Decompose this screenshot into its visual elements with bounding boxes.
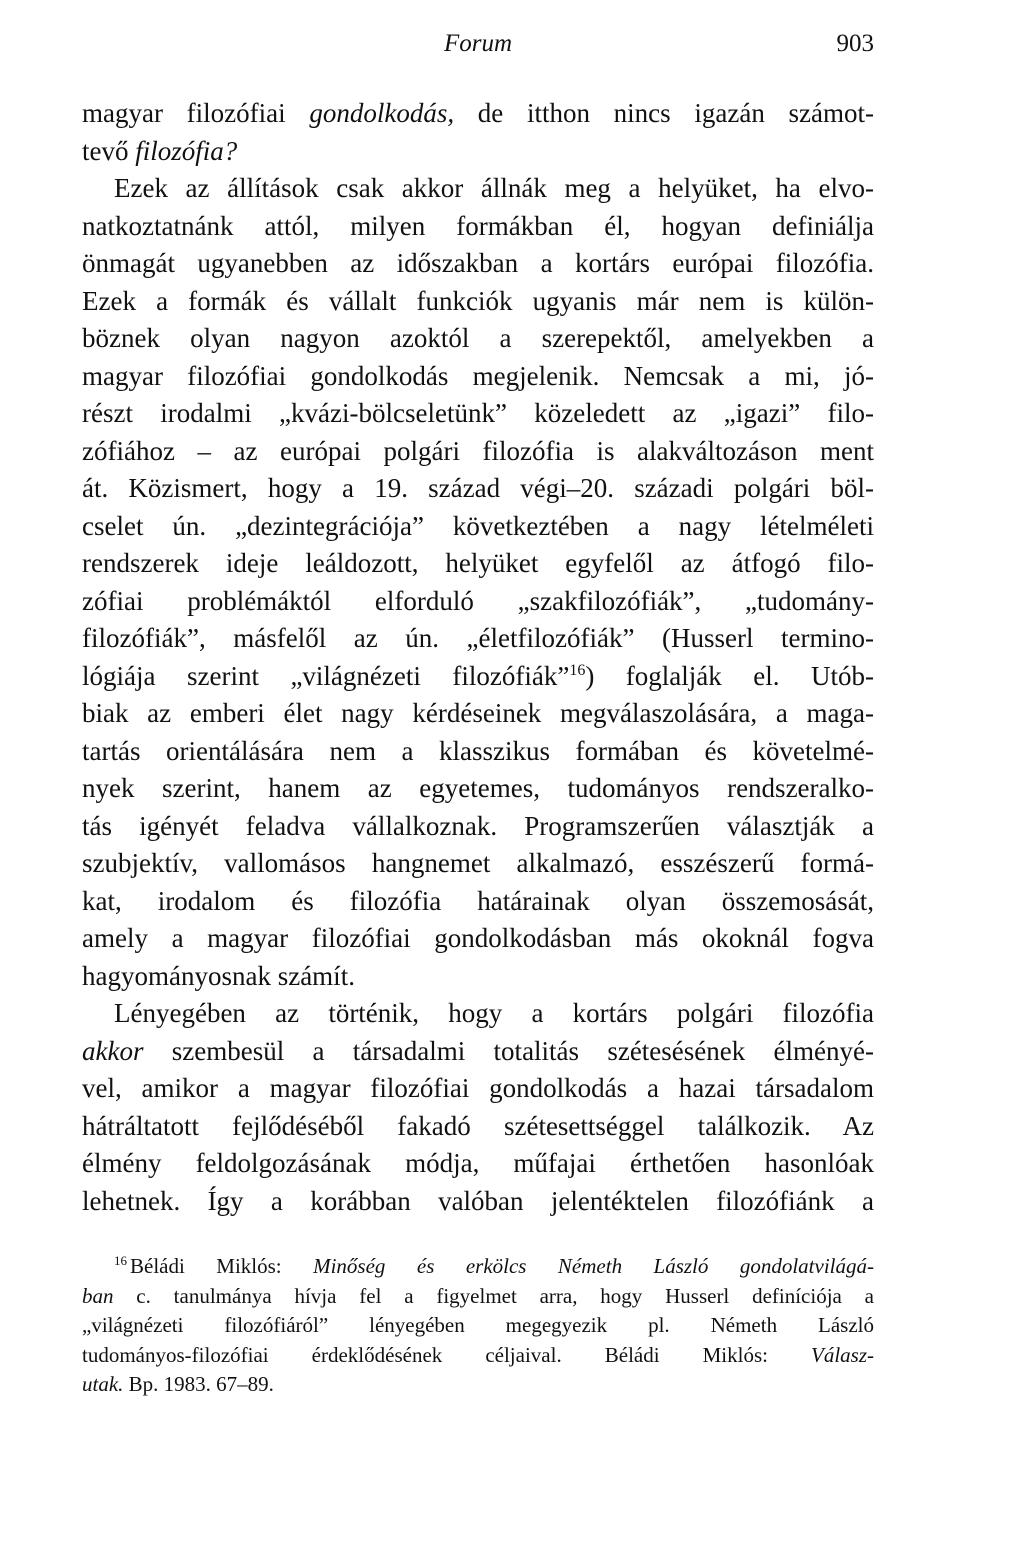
text-run: hátráltatott fejlődéséből fakadó szétesettséggel találkozik. Az (82, 1110, 874, 1141)
footnote-line (82, 1252, 874, 1282)
footnote-line (82, 1370, 874, 1400)
text-run: tudományos-filozófiai érdeklődésének céljaival. Béládi Miklós: (82, 1342, 811, 1367)
text-line (82, 508, 874, 546)
text-run: lógiája szerint „világnézeti filozófiák” (82, 660, 570, 691)
text-run: tás igényét feladva vállalkoznak. Programszerűen választják a (82, 810, 874, 841)
text-line (82, 283, 874, 321)
text-line (82, 658, 874, 696)
page-number: 903 (836, 30, 874, 57)
italic-text: gondolkodás, (309, 98, 455, 128)
text-line (82, 1033, 874, 1071)
footnote-line (82, 1311, 874, 1341)
text-line (82, 845, 874, 883)
text-line (82, 733, 874, 771)
footnote-section (82, 1252, 874, 1400)
footnote-line (82, 1341, 874, 1371)
text-line (82, 620, 874, 658)
text-line (82, 208, 874, 246)
text-line (82, 133, 874, 171)
text-line (82, 920, 874, 958)
text-run: vel, amikor a magyar filozófiai gondolkodás a hazai társadalom (82, 1073, 874, 1103)
main-text (82, 95, 874, 1220)
text-run: de itthon nincs igazán számot- (454, 98, 874, 128)
text-line (82, 170, 874, 208)
text-run: zófiához – az európai polgári filozófia is alakváltozáson ment (82, 435, 874, 466)
text-line (82, 395, 874, 433)
text-line (82, 995, 874, 1033)
text-run: ) foglalják el. Utób- (585, 660, 874, 691)
text-run: cselet ún. „dezintegrációja” következtében a nagy lételméleti (82, 510, 874, 541)
text-run: filozófiák”, másfelől az ún. „életfilozófiák” (Husserl termino- (82, 623, 874, 653)
text-run: natkoztatnánk attól, milyen formákban él, hogyan definiálja (82, 210, 874, 241)
text-run: lehetnek. Így a korábban valóban jelentéktelen filozófiánk a (82, 1185, 874, 1216)
text-run: szembesül a társadalmi totalitás szétesésének élményé- (143, 1035, 874, 1066)
text-run: rendszerek ideje leáldozott, helyüket egyfelől az átfogó filo- (82, 548, 874, 578)
italic-text: akkor (82, 1035, 144, 1066)
italic-text: utak. (82, 1372, 124, 1396)
footnote-reference: 16 (569, 661, 586, 679)
text-line (82, 808, 874, 846)
italic-text: filozófia? (135, 135, 238, 166)
text-line (82, 883, 874, 921)
text-run: Béládi Miklós: (130, 1254, 314, 1278)
text-run: tartás orientálására nem a klasszikus formában és követelmé- (82, 735, 874, 766)
italic-text: Válasz- (811, 1342, 874, 1367)
text-line (82, 433, 874, 471)
italic-text: Minőség és erkölcs Németh László gondolatvilágá- (313, 1254, 874, 1278)
text-run: hagyományosnak számít. (82, 960, 355, 991)
text-run: kat, irodalom és filozófia határainak olyan összemosását, (82, 885, 874, 916)
text-line (82, 583, 874, 621)
text-line (82, 695, 874, 733)
page-header (82, 30, 874, 70)
text-line (82, 245, 874, 283)
text-line (82, 1108, 874, 1146)
text-line (82, 1070, 874, 1108)
text-run: tevő (82, 135, 136, 166)
text-run: nyek szerint, hanem az egyetemes, tudományos rendszeralko- (82, 773, 874, 803)
text-run: Bp. 1983. 67–89. (123, 1372, 274, 1396)
text-line (82, 320, 874, 358)
text-run: Lényegében az történik, hogy a kortárs polgári filozófia (114, 998, 874, 1028)
text-line (82, 1145, 874, 1183)
text-run: önmagát ugyanebben az időszakban a kortárs európai filozófia. (82, 248, 874, 278)
text-run: élmény feldolgozásának módja, műfajai érthetően hasonlóak (82, 1148, 874, 1178)
text-run: c. tanulmánya hívja fel a figyelmet arra, hogy Husserl definíciója a (113, 1283, 874, 1308)
text-run: böznek olyan nagyon azoktól a szerepektől, amelyekben a (82, 323, 874, 353)
footnote-marker: 16 (114, 1253, 127, 1268)
text-run: amely a magyar filozófiai gondolkodásban más okoknál fogva (82, 923, 874, 953)
text-line (82, 545, 874, 583)
text-line (82, 470, 874, 508)
text-run: zófiai problémáktól elforduló „szakfilozófiák”, „tudomány- (82, 585, 874, 616)
running-title: Forum (443, 30, 513, 57)
text-line (82, 1183, 874, 1221)
text-run: Ezek a formák és vállalt funkciók ugyanis már nem is külön- (82, 285, 874, 316)
text-line (82, 958, 874, 996)
text-run: át. Közismert, hogy a 19. század végi–20. századi polgári böl- (82, 473, 874, 503)
text-run: magyar filozófiai gondolkodás megjelenik. Nemcsak a mi, jó- (82, 360, 874, 391)
text-run: magyar filozófiai (82, 98, 310, 128)
text-run: Ezek az állítások csak akkor állnák meg a helyüket, ha elvo- (114, 173, 874, 203)
text-line (82, 770, 874, 808)
text-line (82, 358, 874, 396)
text-run: részt irodalmi „kvázi-bölcseletünk” közeledett az „igazi” filo- (82, 398, 874, 428)
text-run: biak az emberi élet nagy kérdéseinek megválaszolására, a maga- (82, 698, 874, 728)
footnote-line (82, 1282, 874, 1312)
italic-text: ban (82, 1283, 114, 1308)
text-line (82, 95, 874, 133)
text-run: „világnézeti filozófiáról” lényegében megegyezik pl. Németh László (82, 1313, 874, 1337)
text-run: szubjektív, vallomásos hangnemet alkalmazó, esszészerű formá- (82, 848, 874, 878)
